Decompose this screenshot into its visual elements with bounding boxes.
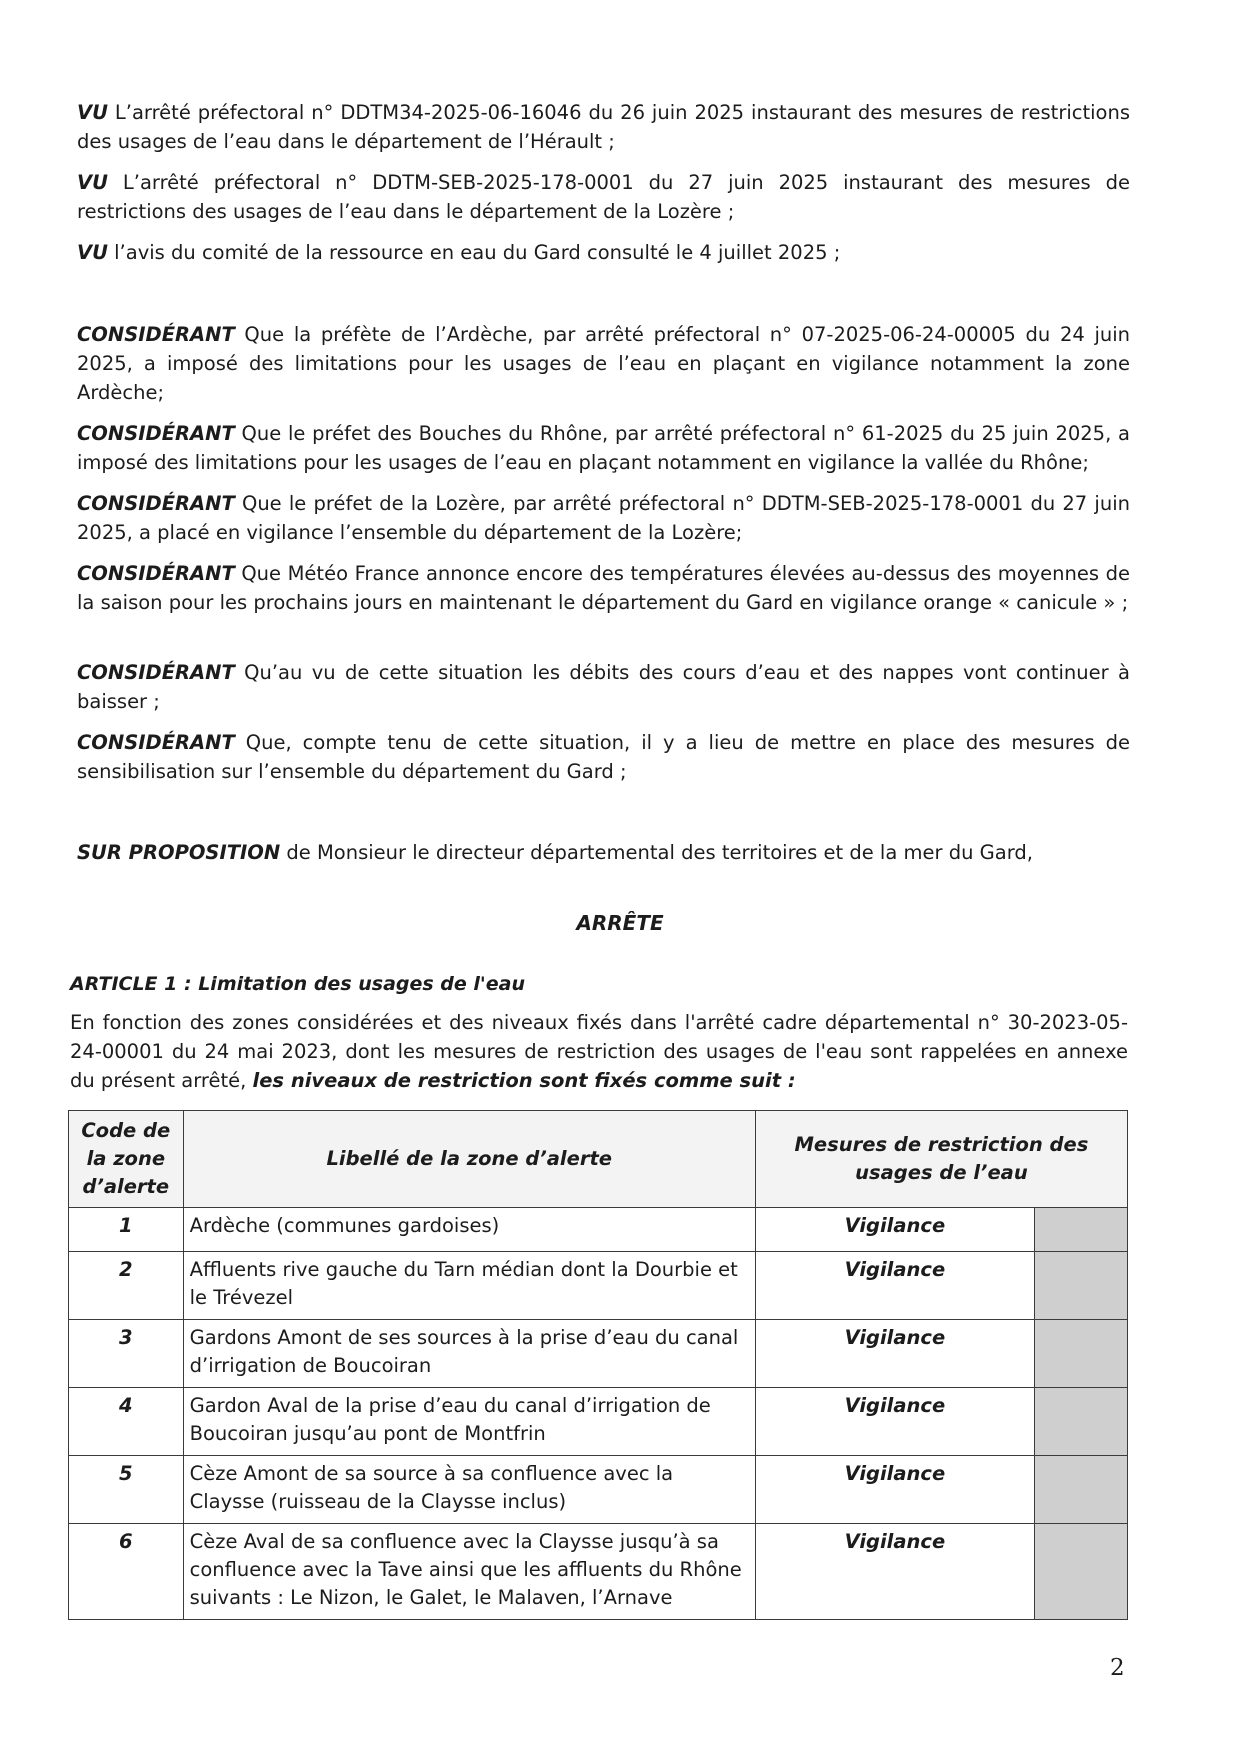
vu-keyword: VU <box>77 241 108 264</box>
level-shade-cell <box>1034 1208 1127 1252</box>
header-zone-code: Code de la zone d’alerte <box>69 1111 184 1208</box>
vu-paragraph-3 <box>77 238 1130 267</box>
considerant-text: Que Météo France annonce encore des températures élevées au-dessus des moyennes de la saison pour les prochains jours en maintenant le département du Gard en vigilance orange « canicule » ; <box>77 562 1130 614</box>
article-1-intro-text: En fonction des zones considérées et des niveaux fixés dans l'arrêté cadre départemental n° 30-2023-05-24-00001 du 24 mai 2023, dont les mesures de restriction des usages de l'eau sont rappelées en annexe du présent arrêté, <box>70 1011 1128 1092</box>
considerant-text: Que, compte tenu de cette situation, il y a lieu de mettre en place des mesures de sensibilisation sur l’ensemble du département du Gard ; <box>77 731 1130 783</box>
zone-measure: Vigilance <box>755 1320 1034 1388</box>
article-1-title: ARTICLE 1 : Limitation des usages de l'eau <box>70 973 525 995</box>
considerant-paragraph-2 <box>77 419 1130 477</box>
table-row <box>69 1208 1128 1252</box>
considerant-paragraph-4 <box>77 559 1130 617</box>
considerant-paragraph-6 <box>77 728 1130 786</box>
zone-code: 4 <box>69 1388 184 1456</box>
considerant-keyword: CONSIDÉRANT <box>77 661 235 684</box>
zone-label: Gardons Amont de ses sources à la prise d’eau du canal d’irrigation de Boucoiran <box>183 1320 755 1388</box>
zone-code: 2 <box>69 1252 184 1320</box>
considerant-text: Que le préfet de la Lozère, par arrêté préfectoral n° DDTM-SEB-2025-178-0001 du 27 juin 2025, a placé en vigilance l’ensemble du département de la Lozère; <box>77 492 1130 544</box>
zone-label: Gardon Aval de la prise d’eau du canal d’irrigation de Boucoiran jusqu’au pont de Montfrin <box>183 1388 755 1456</box>
zone-code: 6 <box>69 1524 184 1620</box>
considerant-keyword: CONSIDÉRANT <box>77 562 235 585</box>
table-row <box>69 1456 1128 1524</box>
zone-code: 5 <box>69 1456 184 1524</box>
proposition-keyword: SUR PROPOSITION <box>77 841 281 864</box>
considerant-keyword: CONSIDÉRANT <box>77 323 235 346</box>
zone-measure: Vigilance <box>755 1252 1034 1320</box>
page-number: 2 <box>1110 1655 1125 1681</box>
table-row <box>69 1524 1128 1620</box>
article-1-intro <box>70 1008 1128 1095</box>
vu-text: L’arrêté préfectoral n° DDTM34-2025-06-16046 du 26 juin 2025 instaurant des mesures de restrictions des usages de l’eau dans le département de l’Hérault ; <box>77 101 1130 153</box>
header-zone-label: Libellé de la zone d’alerte <box>183 1111 755 1208</box>
considerant-keyword: CONSIDÉRANT <box>77 422 235 445</box>
vu-keyword: VU <box>77 171 108 194</box>
zone-label: Cèze Aval de sa confluence avec la Claysse jusqu’à sa confluence avec la Tave ainsi que les affluents du Rhône suivants : Le Nizon, le Galet, le Malaven, l’Arnave <box>183 1524 755 1620</box>
table-row <box>69 1320 1128 1388</box>
table-header-row <box>69 1111 1128 1208</box>
arrete-title: ARRÊTE <box>576 911 664 935</box>
vu-keyword: VU <box>77 101 108 124</box>
considerant-text: Qu’au vu de cette situation les débits des cours d’eau et des nappes vont continuer à baisser ; <box>77 661 1130 713</box>
considerant-keyword: CONSIDÉRANT <box>77 731 235 754</box>
level-shade-cell <box>1034 1388 1127 1456</box>
vu-paragraph-1 <box>77 98 1130 156</box>
header-restriction-measures: Mesures de restriction des usages de l’eau <box>755 1111 1127 1208</box>
zone-label: Cèze Amont de sa source à sa confluence avec la Claysse (ruisseau de la Claysse inclus) <box>183 1456 755 1524</box>
considerant-paragraph-3 <box>77 489 1130 547</box>
considerant-keyword: CONSIDÉRANT <box>77 492 235 515</box>
considerant-text: Que la préfète de l’Ardèche, par arrêté préfectoral n° 07-2025-06-24-00005 du 24 juin 2025, a imposé des limitations pour les usages de l’eau en plaçant en vigilance notamment la zone Ardèche; <box>77 323 1130 404</box>
vu-paragraph-2 <box>77 168 1130 226</box>
level-shade-cell <box>1034 1252 1127 1320</box>
zone-measure: Vigilance <box>755 1524 1034 1620</box>
considerant-paragraph-5 <box>77 658 1130 716</box>
vu-text: l’avis du comité de la ressource en eau du Gard consulté le 4 juillet 2025 ; <box>107 241 841 264</box>
table-row <box>69 1388 1128 1456</box>
proposition-text: de Monsieur le directeur départemental des territoires et de la mer du Gard, <box>280 841 1033 864</box>
vu-text: L’arrêté préfectoral n° DDTM-SEB-2025-178-0001 du 27 juin 2025 instaurant des mesures de restrictions des usages de l’eau dans le département de la Lozère ; <box>77 171 1130 223</box>
table-row <box>69 1252 1128 1320</box>
zone-label: Ardèche (communes gardoises) <box>183 1208 755 1252</box>
level-shade-cell <box>1034 1456 1127 1524</box>
level-shade-cell <box>1034 1524 1127 1620</box>
considerant-paragraph-1 <box>77 320 1130 407</box>
alert-zones-table <box>68 1110 1128 1620</box>
zone-measure: Vigilance <box>755 1208 1034 1252</box>
zone-code: 3 <box>69 1320 184 1388</box>
level-shade-cell <box>1034 1320 1127 1388</box>
zone-measure: Vigilance <box>755 1388 1034 1456</box>
zone-code: 1 <box>69 1208 184 1252</box>
zone-label: Affluents rive gauche du Tarn médian dont la Dourbie et le Trévezel <box>183 1252 755 1320</box>
proposition-paragraph <box>77 838 1130 867</box>
considerant-text: Que le préfet des Bouches du Rhône, par arrêté préfectoral n° 61-2025 du 25 juin 2025, a imposé des limitations pour les usages de l’eau en plaçant notamment en vigilance la vallée du Rhône; <box>77 422 1130 474</box>
article-1-intro-emphasis: les niveaux de restriction sont fixés comme suit : <box>252 1069 796 1092</box>
zone-measure: Vigilance <box>755 1456 1034 1524</box>
